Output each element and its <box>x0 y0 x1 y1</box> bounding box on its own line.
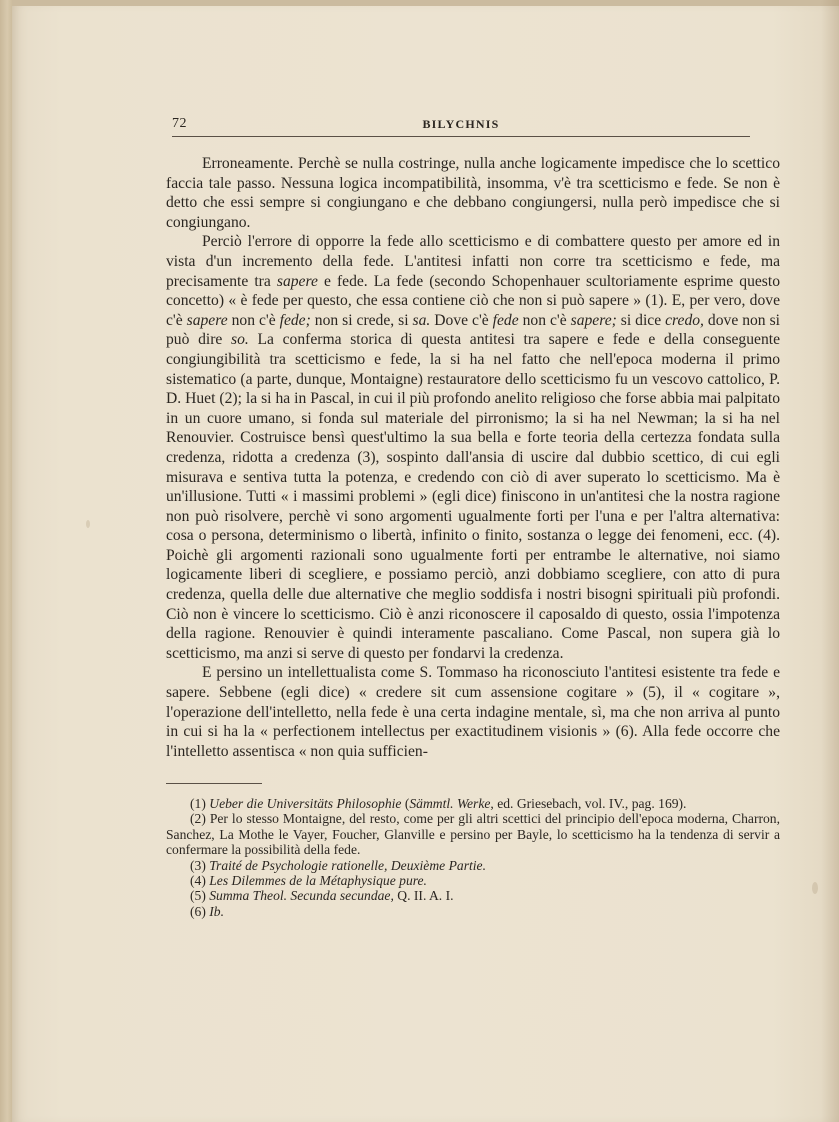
footnote-title: Ib. <box>209 903 224 919</box>
page-number: 72 <box>172 116 187 131</box>
footnote-6 <box>166 904 780 919</box>
page-header <box>172 116 750 138</box>
footnote-title: Ueber die Universitäts Philosophie <box>209 796 402 811</box>
footnote-1 <box>166 796 780 811</box>
text-run: Dove c'è <box>430 311 493 329</box>
footnote-number: (4) <box>190 873 210 889</box>
page-left-edge <box>0 0 12 1122</box>
text-run: Perciò l'errore di opporre la fede allo scetticismo e di combattere questo per amore ed in vista d'un incremento della fede. L'antitesi infatti non corre tra scetticismo e fede, ma precisamente tra <box>166 233 780 290</box>
italic-term: credo, <box>665 311 704 329</box>
text-run: e fede. La fede (secondo Schopenhauer scultoriamente esprime questo concetto) « è fede per questo, che essa contiene ciò che non si può sapere » (1). E, per vero, dove c'è <box>166 272 781 329</box>
text-run: non c'è <box>518 311 571 329</box>
text-run: non c'è <box>227 311 280 329</box>
paper-stain <box>86 520 90 528</box>
footnote-4 <box>166 873 780 888</box>
text-run: si dice <box>616 311 666 329</box>
text-run: La conferma storica di questa antitesi tra sapere e fede e della conseguente congiungibilità tra scetticismo e fede, la si ha nel fatto che nell'epoca moderna il primo sistematico (a parte, dunque, Montaigne) restauratore dello scetticismo fu un vescovo cattolico, P. D. Huet (2); la si ha in Pascal, in cui il più profondo anelito religioso che forse abbia mai palpitato in un cuore umano, si fonda sul materiale del pirronismo; la si ha nel Newman; la si ha nel Renouvier. Costruisce bensì quest'ultimo la sua bella e forte teoria della certezza fondata sulla credenza, ridotta a credenza (3), sospinto dall'ansia di uscire dal dubbio scettico, di cui egli misurava e sentiva tutta la potenza, e credendo con ciò di aver superato lo scetticismo. Ma è un'illusione. Tutti « i massimi problemi » (egli dice) finiscono in un'antitesi che la nostra ragione non può risolvere, perchè vi sono argomenti ugualmente forti per l'una e per l'altra alternativa: cosa o persona, determinismo o libertà, infinito o finito, sostanza o legge dei fenomeni, ecc. (4). Poichè gli argomenti razionali sono ugualmente forti per entrambe le alternative, noi siamo logicamente liberi di scegliere, e possiamo perciò, anzi dobbiamo scegliere, con atto di pura credenza, quella delle due alternative che meglio soddisfa i nostri bisogni spirituali più profondi. Ciò non è vincere lo scetticismo. Ciò è anzi riconoscere il caposaldo di questo, ossia l'impotenza della ragione. Renouvier è quindi interamente pascaliano. Come Pascal, non supera già lo scetticismo, ma anzi si serve di questo per fondarvi la credenza. <box>166 331 781 662</box>
footnote-title: Traité de Psychologie rationelle, Deuxième Partie. <box>209 857 486 873</box>
text-run: Q. II. A. I. <box>393 888 454 904</box>
footnote-number: (1) <box>190 796 210 811</box>
footnotes <box>166 796 780 919</box>
footnote-work: Sämmtl. Werke <box>409 796 491 811</box>
main-text <box>166 154 780 761</box>
footnote-title: Summa Theol. Secunda secundae, <box>209 888 394 904</box>
italic-term: fede <box>492 311 519 329</box>
running-head: BILYCHNIS <box>422 117 500 131</box>
paragraph <box>166 232 780 663</box>
footnote-title: Les Dilemmes de la Métaphysique pure. <box>209 873 427 889</box>
italic-term: sa. <box>412 311 431 329</box>
paragraph: E persino un intellettualista come S. Tommaso ha riconosciuto l'antitesi esistente tra fede e sapere. Sebbene (egli dice) « credere sit cum assensione cogitare » (5), il « cogitare », l'operazione dell'intelletto, nella fede è una certa indagine mentale, sì, ma che non arriva al punto in cui si ha la « perfectionem intellectus per exactitudinem visionis » (6). Alla fede occorre che l'intelletto assentisca « non quia sufficien- <box>166 664 780 760</box>
footnote-5 <box>166 888 780 903</box>
paper-stain <box>812 882 818 894</box>
italic-term: sapere <box>276 272 318 290</box>
paragraph: Erroneamente. Perchè se nulla costringe, nulla anche logicamente impedisce che lo scettico faccia tale passo. Nessuna logica incompatibilità, insomma, v'è tra scetticismo e fede. Se non è detto che essi sempre si congiungano e che debbano congiungersi, nulla però impedisce che si congiungano. <box>166 155 780 231</box>
italic-term: so. <box>231 331 249 349</box>
page-right-shadow <box>821 0 839 1122</box>
italic-term: sapere; <box>570 311 617 329</box>
text-run: , ed. Griesebach, vol. IV., pag. 169). <box>490 796 687 811</box>
text-run: non si crede, si <box>310 311 413 329</box>
footnote-number: (6) <box>190 903 210 919</box>
footnote-number: (5) <box>190 888 210 904</box>
footnote-2: (2) Per lo stesso Montaigne, del resto, come per gli altri scettici del principio dell'epoca moderna, Charron, Sanchez, La Mothe le Vayer, Foucher, Glanville e persino per Bayle, lo scetticismo ha la tendenza di servir a confermare la possibilità della fede. <box>166 811 780 858</box>
footnote-number: (3) <box>190 857 210 873</box>
text-run: ( <box>401 796 410 811</box>
footnote-3 <box>166 858 780 873</box>
footnote-rule <box>166 783 262 784</box>
header-rule <box>172 136 750 137</box>
italic-term: fede; <box>279 311 311 329</box>
italic-term: sapere <box>186 311 228 329</box>
text-run: dove non si può dire <box>166 311 780 349</box>
